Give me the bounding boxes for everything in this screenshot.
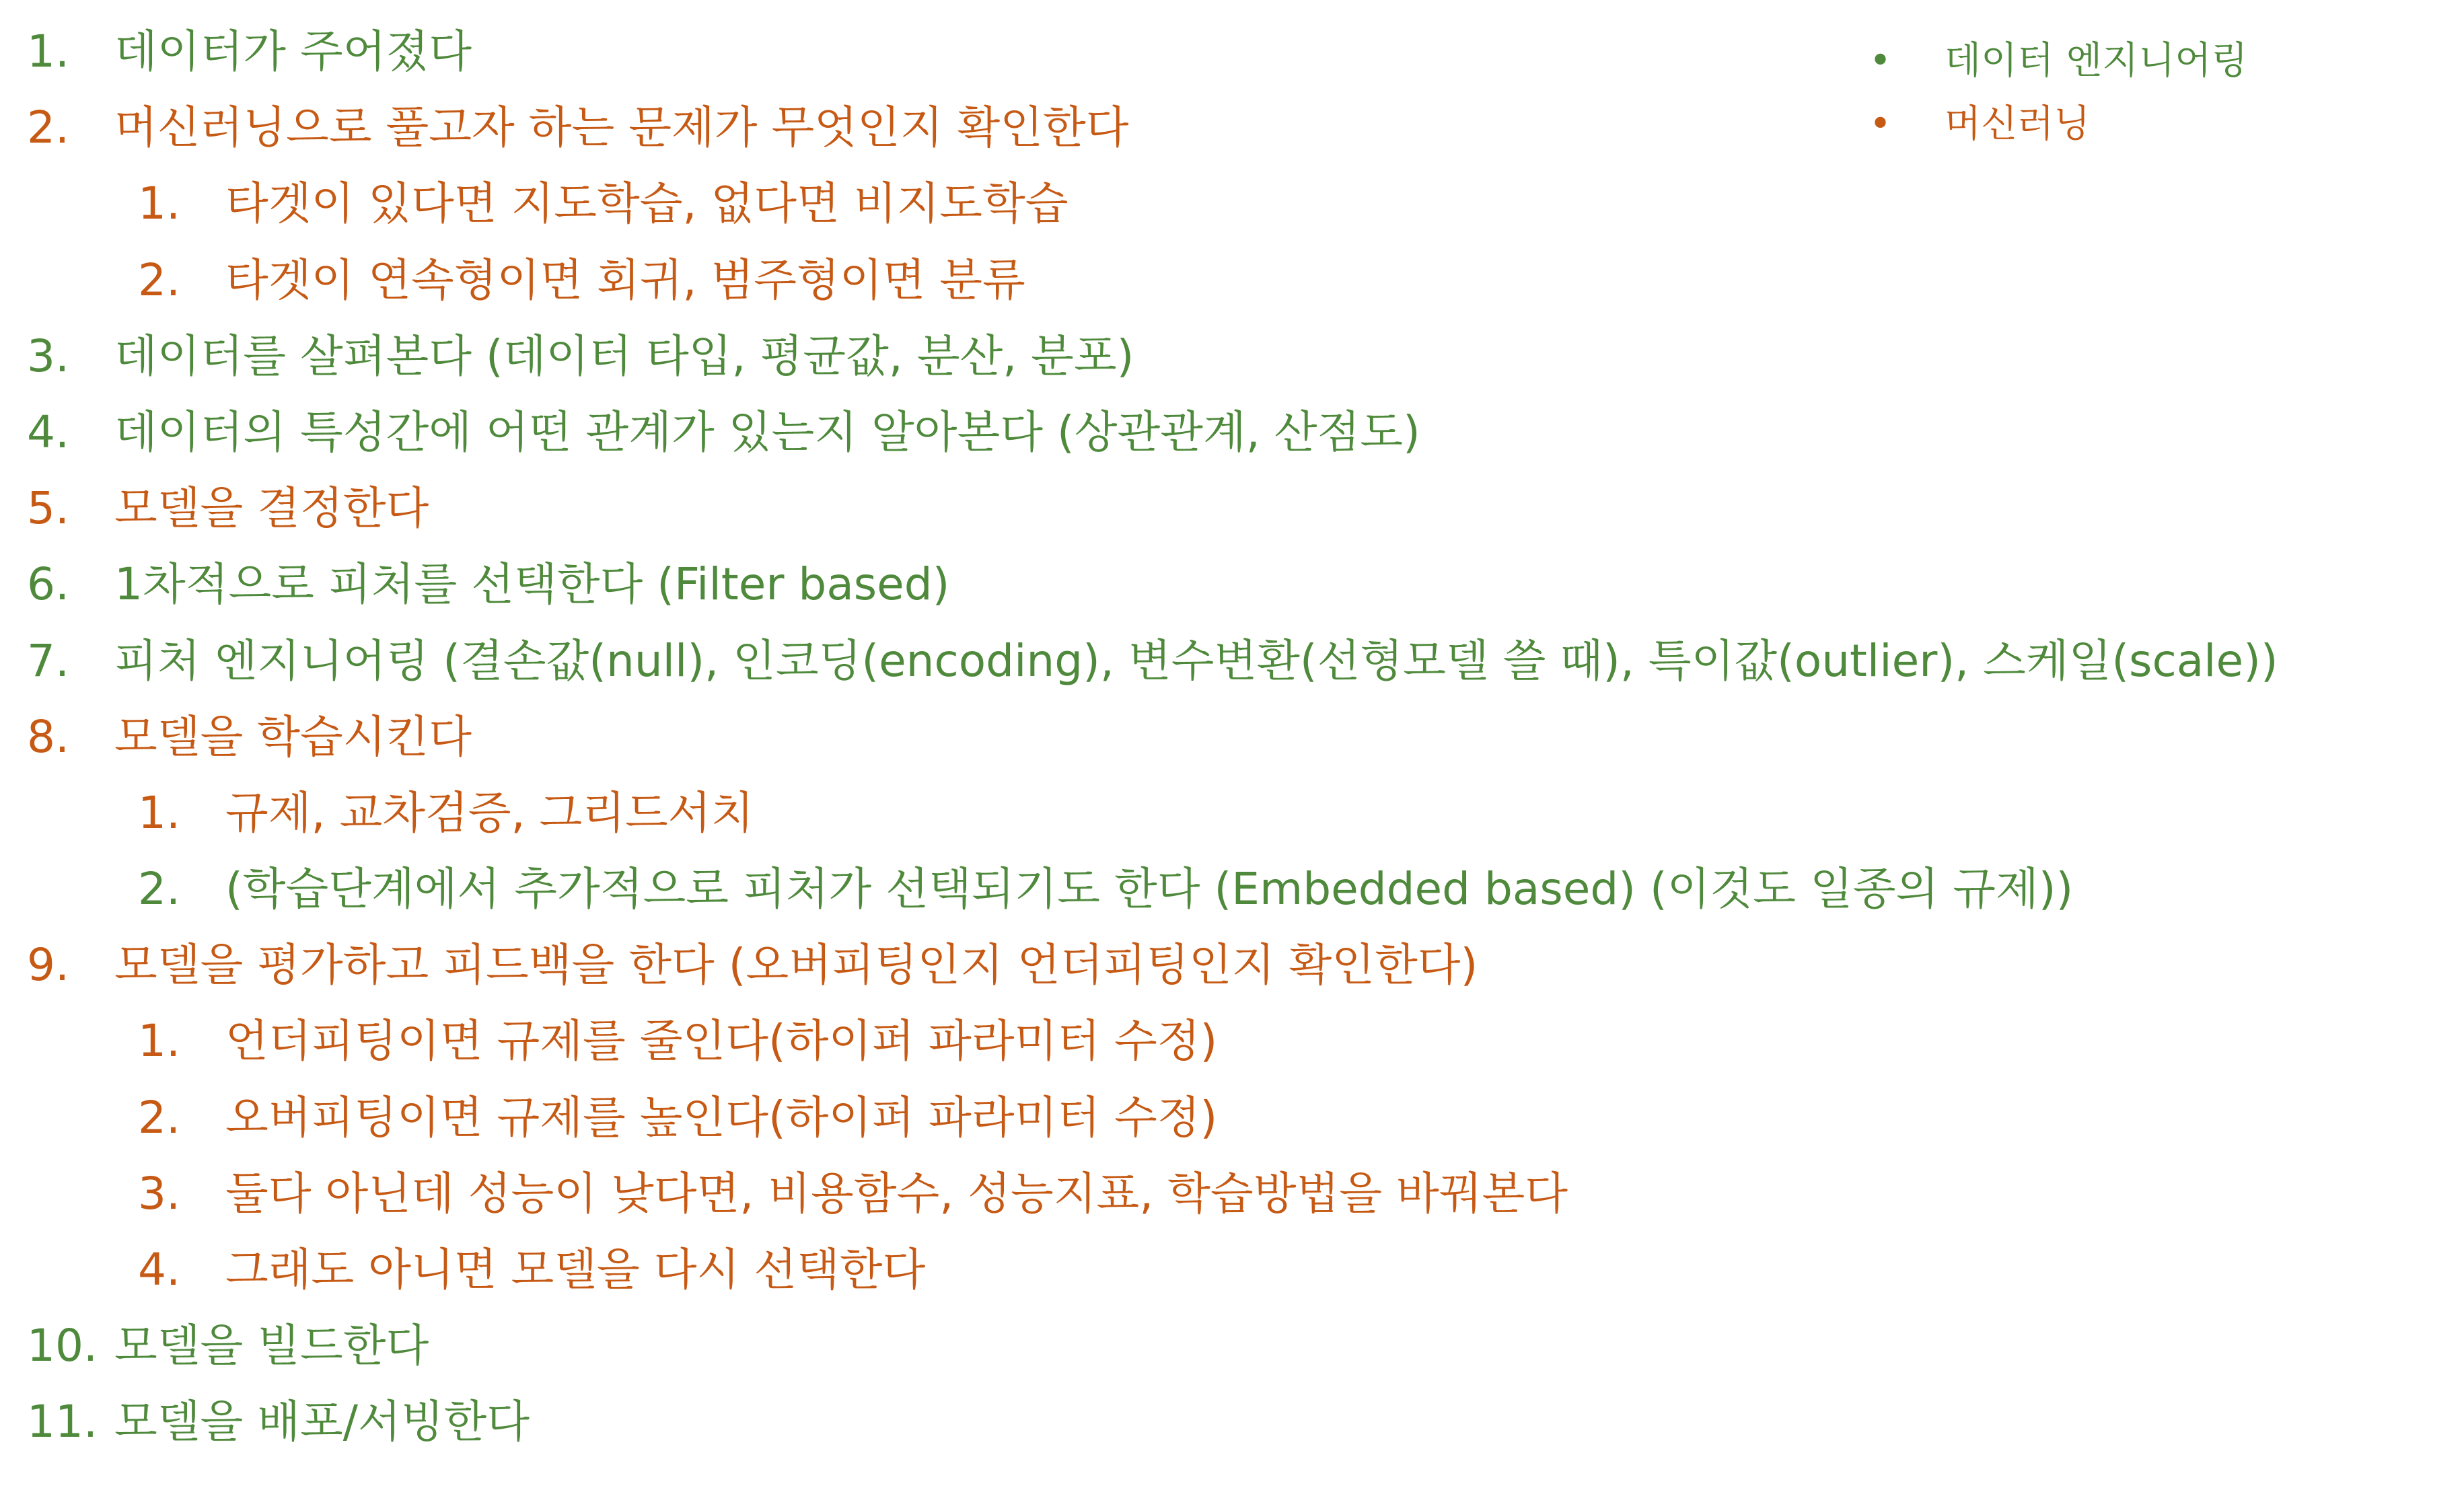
legend-item-machine-learning xyxy=(1857,93,2248,156)
step-number: 2. xyxy=(27,102,69,154)
step-text: 피처 엔지니어링 (결손값(null), 인코딩(encoding), 변수변환(선형모델 쓸 때), 특이값(outlier), 스케일(scale)) xyxy=(114,634,2278,687)
step-number: 2. xyxy=(138,863,180,915)
step-text: 모델을 평가하고 피드백을 한다 (오버피팅인지 언더피팅인지 확인한다) xyxy=(114,939,1478,991)
step-text: 타겟이 연속형이면 회귀, 범주형이면 분류 xyxy=(225,254,1025,306)
step-text: 1차적으로 피처를 선택한다 (Filter based) xyxy=(114,558,950,611)
step-number: 1. xyxy=(138,178,180,230)
color-legend xyxy=(1857,30,2248,156)
step-number: 11. xyxy=(27,1396,98,1448)
step-text: 데이터가 주어졌다 xyxy=(114,26,472,77)
legend-item-data-engineering xyxy=(1857,30,2248,93)
step-number: 4. xyxy=(27,406,69,458)
step-text: 모델을 배포/서빙한다 xyxy=(114,1396,530,1448)
step-number: 2. xyxy=(138,254,180,306)
step-text: 모델을 학습시킨다 xyxy=(114,710,472,763)
bullet-icon: • xyxy=(1869,39,1892,83)
step-text: 그래도 아니면 모델을 다시 선택한다 xyxy=(225,1244,926,1296)
step-text: 데이터를 살펴본다 (데이터 타입, 평균값, 분산, 분포) xyxy=(114,330,1134,382)
step-text: 머신러닝으로 풀고자 하는 문제가 무엇인지 확인한다 xyxy=(114,102,1129,154)
step-text: 둘다 아닌데 성능이 낮다면, 비용함수, 성능지표, 학습방법을 바꿔본다 xyxy=(225,1167,1568,1220)
step-number: 7. xyxy=(27,634,69,687)
step-text: 모델을 결정한다 xyxy=(114,482,429,535)
step-number: 9. xyxy=(27,939,69,991)
step-number: 8. xyxy=(27,710,69,763)
step-number: 1. xyxy=(27,26,69,77)
step-text: 규제, 교차검증, 그리드서치 xyxy=(225,786,754,839)
step-text: (학습단계에서 추가적으로 피처가 선택되기도 한다 (Embedded based) (이것도 일종의 규제)) xyxy=(225,863,2074,915)
step-number: 10. xyxy=(27,1320,98,1372)
legend-label: 데이터 엔지니어링 xyxy=(1945,39,2248,83)
step-text: 오버피팅이면 규제를 높인다(하이퍼 파라미터 수정) xyxy=(225,1091,1218,1144)
bullet-icon: • xyxy=(1869,102,1892,146)
step-number: 3. xyxy=(27,330,69,382)
step-number: 1. xyxy=(138,1015,180,1068)
step-number: 1. xyxy=(138,786,180,839)
step-text: 모델을 빌드한다 xyxy=(114,1320,429,1372)
step-number: 5. xyxy=(27,482,69,535)
step-text: 타겟이 있다면 지도학습, 없다면 비지도학습 xyxy=(225,178,1068,230)
step-number: 3. xyxy=(138,1167,180,1220)
step-number: 4. xyxy=(138,1244,180,1296)
step-number: 6. xyxy=(27,558,69,611)
step-text: 언더피팅이면 규제를 줄인다(하이퍼 파라미터 수정) xyxy=(225,1015,1218,1068)
step-number: 2. xyxy=(138,1091,180,1144)
legend-label: 머신러닝 xyxy=(1945,102,2091,146)
step-text: 데이터의 특성간에 어떤 관계가 있는지 알아본다 (상관관계, 산점도) xyxy=(114,406,1420,458)
